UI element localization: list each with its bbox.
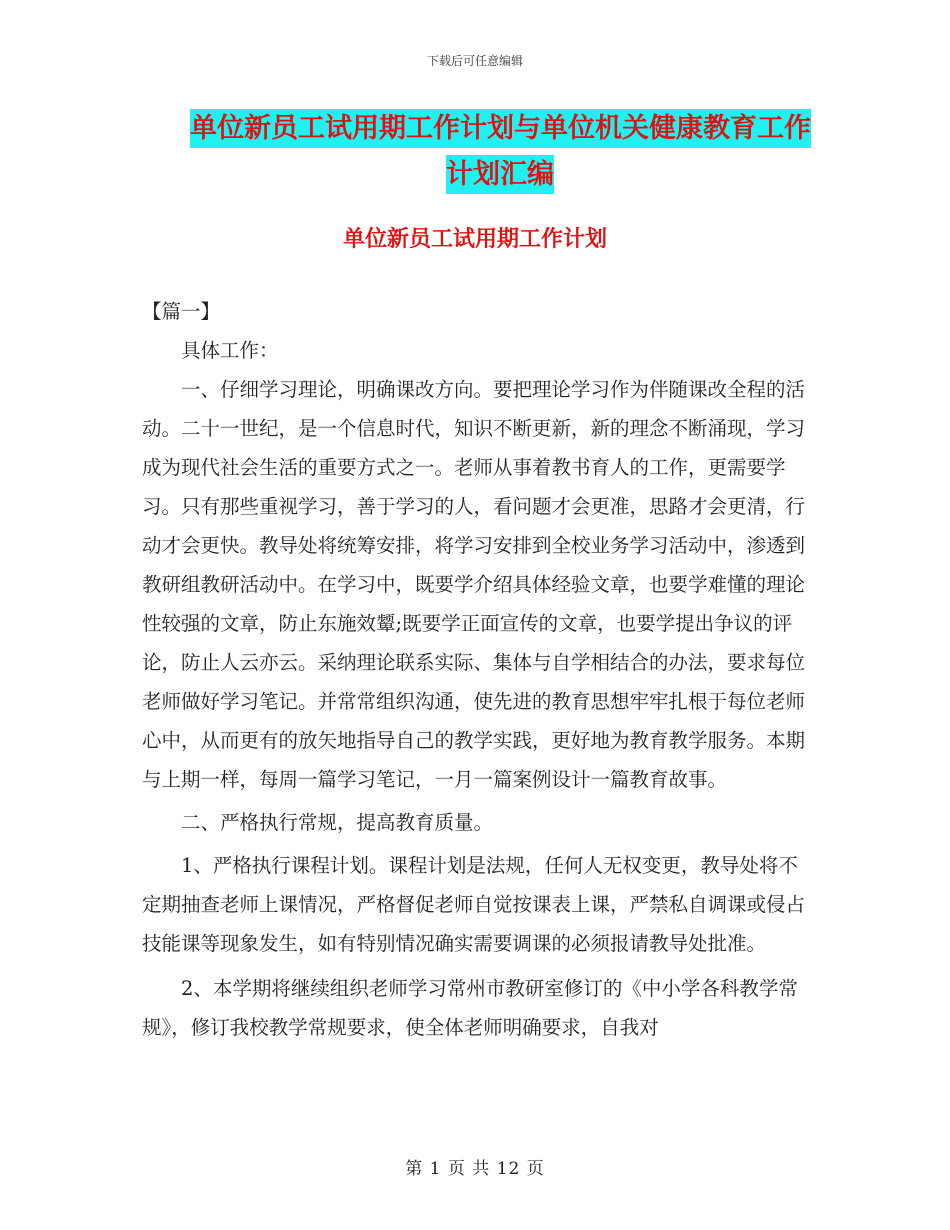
part-label: 【篇一】 — [142, 300, 221, 323]
page-footer: 第 1 页 共 12 页 — [405, 1159, 545, 1179]
intro-paragraph: 具体工作： — [181, 339, 279, 362]
header-note: 下载后可任意编辑 — [426, 54, 523, 68]
document-body — [142, 292, 810, 1047]
paragraph-4: 2、本学期将继续组织老师学习常州市教研室修订的《中小学各科教学常规》，修订我校教学常规要求，使全体老师明确要求，自我对 — [142, 977, 798, 1039]
document-title — [190, 106, 830, 198]
title-line-1: 单位新员工试用期工作计划与单位机关健康教育工作 — [190, 109, 811, 148]
paragraph-1: 一、仔细学习理论，明确课改方向。要把理论学习作为伴随课改全程的活动。二十一世纪，是一个信息时代，知识不断更新，新的理念不断涌现，学习成为现代社会生活的重要方式之一。老师从事着教书育人的工作，更需要学习。只有那些重视学习，善于学习的人，看问题才会更准，思路才会更清，行动才会更快。教导处将统筹安排，将学习安排到全校业务学习活动中，渗透到教研组教研活动中。在学习中，既要学介绍具体经验文章，也要学难懂的理论性较强的文章，防止东施效颦;既要学正面宣传的文章，也要学提出争议的评论，防止人云亦云。采纳理论联系实际、集体与自学相结合的办法，要求每位老师做好学习笔记。并常常组织沟通，使先进的教育思想牢牢扎根于每位老师心中，从而更有的放矢地指导自己的教学实践，更好地为教育教学服务。本期与上期一样，每周一篇学习笔记，一月一篇案例设计一篇教育故事。 — [142, 378, 806, 791]
title-line-2: 计划汇编 — [446, 155, 554, 194]
paragraph-2: 二、严格执行常规，提高教育质量。 — [181, 811, 494, 834]
paragraph-3: 1、严格执行课程计划。课程计划是法规，任何人无权变更，教导处将不定期抽查老师上课情况，严格督促老师自觉按课表上课，严禁私自调课或侵占技能课等现象发生，如有特别情况确实需要调课的必须报请教导处批准。 — [142, 854, 806, 955]
section-title: 单位新员工试用期工作计划 — [342, 227, 607, 252]
